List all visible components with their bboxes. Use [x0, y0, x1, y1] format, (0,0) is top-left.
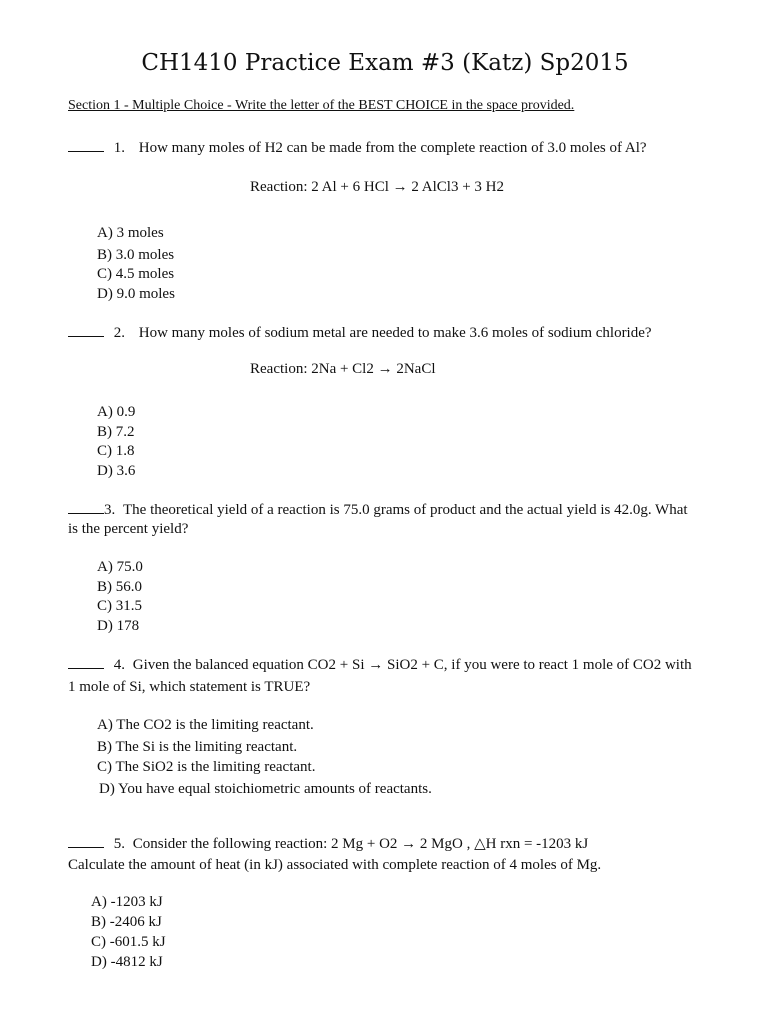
question-5-continued: Calculate the amount of heat (in kJ) associated with complete reaction of 4 moles of Mg. [68, 857, 602, 873]
reaction-equation-1: Reaction: 2 Al + 6 HCl → 2 AlCl3 + 3 H2 [250, 179, 505, 195]
option-4c: C) The SiO2 is the limiting reactant. [97, 759, 316, 775]
option-4d: D) You have equal stoichiometric amounts of reactants. [99, 781, 432, 797]
option-4a: A) The CO2 is the limiting reactant. [97, 717, 314, 733]
option-5a: A) -1203 kJ [91, 894, 163, 910]
question-2 [68, 322, 652, 343]
answer-blank-4[interactable] [68, 654, 104, 669]
question-number: 4. [113, 657, 125, 673]
option-1a: A) 3 moles [97, 225, 164, 241]
answer-blank-2[interactable] [68, 322, 104, 337]
question-3 [68, 499, 688, 520]
option-2a: A) 0.9 [97, 404, 136, 420]
option-3d: D) 178 [97, 618, 140, 634]
answer-blank-5[interactable] [68, 833, 104, 848]
question-text: Consider the following reaction: 2 Mg + O2 → 2 MgO , △H rxn = -1203 kJ [132, 836, 589, 852]
option-3a: A) 75.0 [97, 559, 143, 575]
option-4b: B) The Si is the limiting reactant. [97, 739, 298, 755]
question-text: How many moles of sodium metal are needed to make 3.6 moles of sodium chloride? [138, 325, 652, 341]
option-2d: D) 3.6 [97, 463, 136, 479]
question-text: The theoretical yield of a reaction is 75.0 grams of product and the actual yield is 42.0g. What [123, 502, 688, 518]
page-title: CH1410 Practice Exam #3 (Katz) Sp2015 [141, 50, 629, 76]
question-number: 3. [104, 502, 116, 518]
question-4-continued: 1 mole of Si, which statement is TRUE? [68, 679, 311, 695]
question-number: 1. [113, 140, 125, 156]
option-5c: C) -601.5 kJ [91, 934, 166, 950]
option-5b: B) -2406 kJ [91, 914, 162, 930]
section-instructions: Section 1 - Multiple Choice - Write the letter of the BEST CHOICE in the space provided. [68, 98, 575, 113]
question-5 [68, 833, 588, 854]
question-1 [68, 137, 647, 158]
question-4 [68, 654, 692, 675]
option-1d: D) 9.0 moles [97, 286, 175, 302]
question-3-continued: is the percent yield? [68, 521, 189, 537]
question-number: 5. [113, 836, 125, 852]
option-5d: D) -4812 kJ [91, 954, 163, 970]
answer-blank-1[interactable] [68, 137, 104, 152]
option-2c: C) 1.8 [97, 443, 135, 459]
option-3c: C) 31.5 [97, 598, 142, 614]
answer-blank-3[interactable] [68, 499, 104, 514]
option-3b: B) 56.0 [97, 579, 142, 595]
reaction-equation-2: Reaction: 2Na + Cl2 → 2NaCl [250, 361, 436, 377]
option-1b: B) 3.0 moles [97, 247, 175, 263]
option-2b: B) 7.2 [97, 424, 135, 440]
question-text: How many moles of H2 can be made from the complete reaction of 3.0 moles of Al? [138, 140, 647, 156]
option-1c: C) 4.5 moles [97, 266, 175, 282]
question-number: 2. [113, 325, 125, 341]
question-text: Given the balanced equation CO2 + Si → SiO2 + C, if you were to react 1 mole of CO2 with [132, 657, 692, 673]
